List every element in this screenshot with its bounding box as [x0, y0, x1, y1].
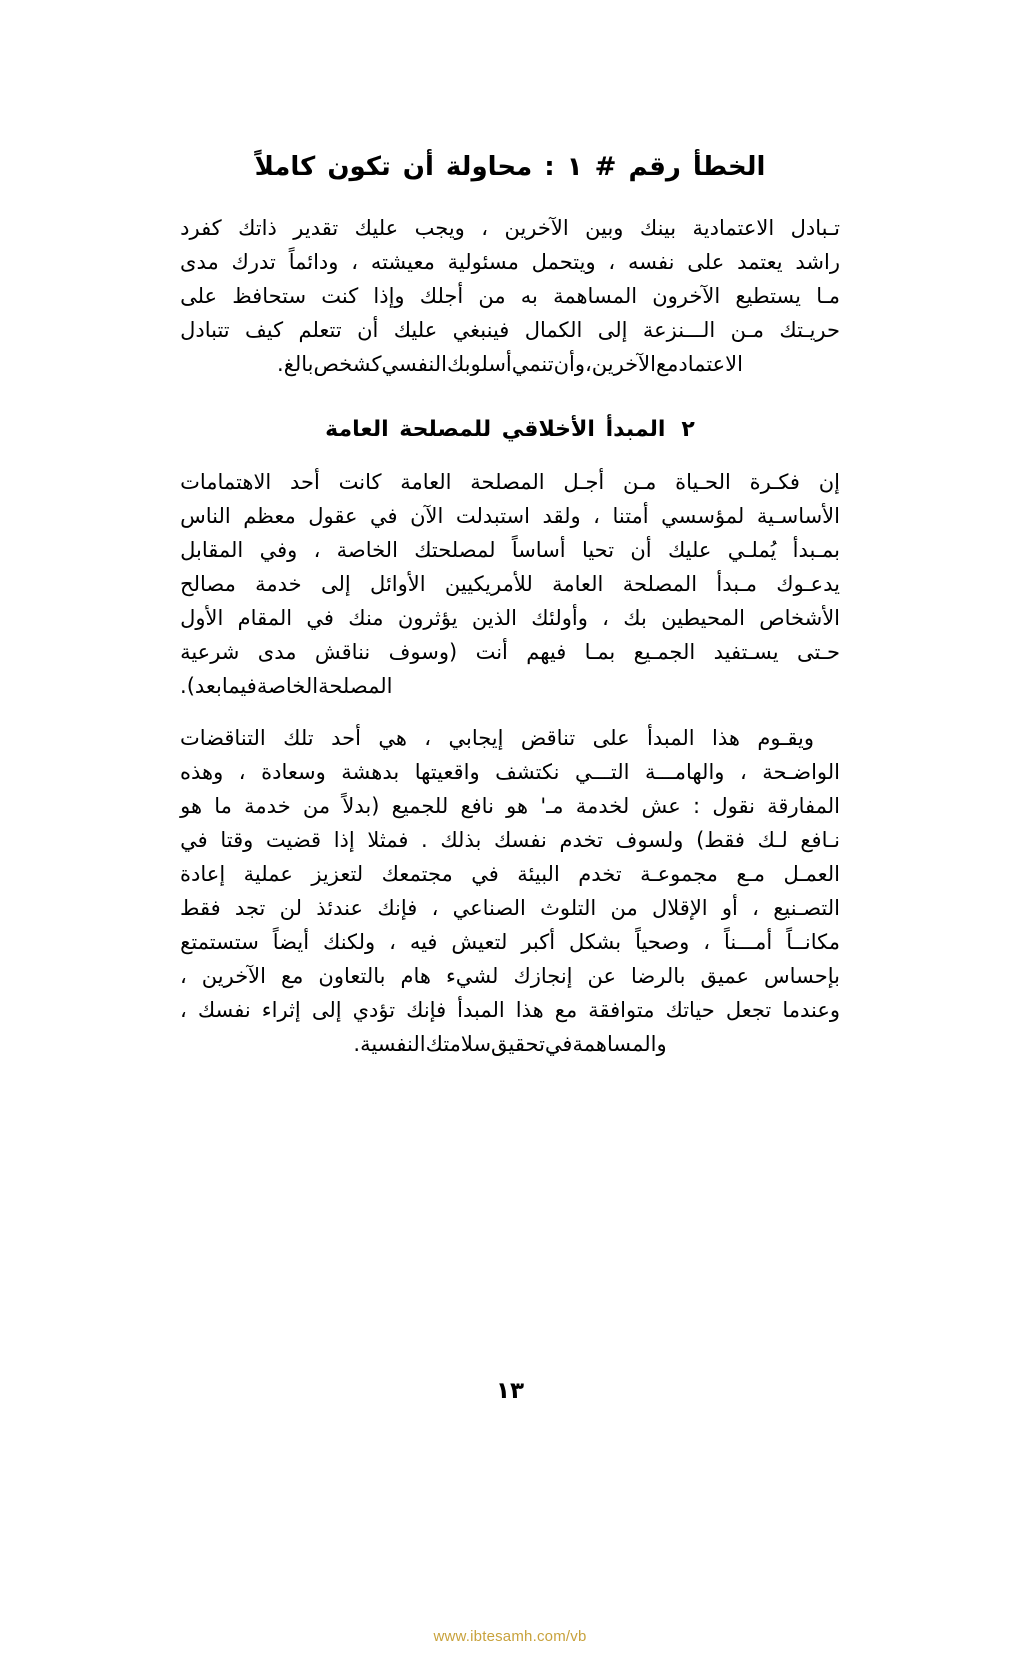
word: يدعـوك	[776, 571, 840, 596]
word: مسئولية	[447, 250, 519, 275]
word: تحيا	[581, 537, 615, 562]
word: البيئة	[517, 862, 560, 887]
word: العامة	[400, 469, 452, 494]
word: ويقـوم	[757, 725, 814, 750]
word: مع	[280, 964, 304, 989]
text-line	[180, 279, 840, 313]
word: بك	[623, 605, 647, 630]
word: لـك	[757, 828, 788, 853]
word: فإنك	[406, 998, 447, 1023]
word: فقط	[180, 896, 221, 921]
word: يؤثرون	[397, 605, 458, 630]
word: مـا	[816, 284, 840, 309]
word: ،	[351, 250, 358, 275]
text-line	[180, 1027, 840, 1061]
text-line	[180, 313, 840, 347]
word: ،	[389, 930, 396, 955]
word: للأمريكيين	[444, 571, 533, 596]
word: هذا	[712, 725, 740, 750]
word: نافع	[460, 794, 494, 818]
word: سلامتك	[425, 1032, 492, 1057]
word: التناقضات	[180, 725, 266, 750]
word: الإقلال	[652, 896, 708, 921]
word: أو	[721, 896, 738, 921]
word: نـافع	[800, 828, 840, 853]
word: بعد)	[186, 673, 222, 698]
word: المصلحة	[470, 469, 545, 494]
page-content	[180, 150, 840, 1079]
word: ،	[431, 896, 439, 921]
word: لتعزيز	[311, 862, 364, 887]
word: خدمة	[255, 571, 302, 596]
word: بالتعاون	[318, 964, 386, 989]
word: النفسية	[360, 1032, 426, 1057]
word: تجعل	[725, 998, 772, 1023]
word: أساساً	[511, 537, 566, 562]
section-one-heading: الخطأ رقم # ١ : محاولة أن تكون كاملاً	[254, 152, 766, 182]
word: لمصلحتك	[414, 537, 496, 562]
word: فمثلا	[367, 828, 409, 853]
text-line	[180, 499, 840, 533]
word: تتعلم	[298, 318, 342, 343]
section-two-paragraph-one	[180, 465, 840, 703]
word: ،	[313, 537, 321, 562]
word: إعادة	[180, 862, 226, 887]
word: المبدأ	[647, 725, 695, 750]
word: المبدأ	[457, 998, 505, 1023]
section-two-heading	[180, 415, 840, 445]
word: للجميع	[391, 794, 449, 818]
word: وبين	[585, 216, 624, 241]
word: هذا	[515, 998, 544, 1023]
word: الخاصة	[256, 673, 319, 698]
word: تدرك	[231, 250, 276, 275]
word: .	[180, 673, 187, 698]
word: على	[180, 284, 218, 309]
word: ،	[481, 216, 489, 241]
word: إذا	[333, 828, 355, 853]
word: استبدلت	[455, 503, 530, 528]
text-line	[180, 669, 840, 703]
word: عليك	[393, 318, 438, 343]
word: خدمة	[244, 794, 291, 818]
word: العمـل	[783, 862, 840, 887]
word: ويتحمل	[531, 250, 596, 275]
word: الصناعي	[452, 896, 526, 921]
section-one-paragraph	[180, 211, 840, 381]
word: ولقد	[542, 503, 581, 528]
word: وإذا	[373, 284, 405, 309]
text-line	[180, 245, 840, 279]
word: حياتك	[665, 998, 715, 1023]
word: أجـل	[563, 469, 605, 494]
word: الاهتمامات	[180, 469, 272, 494]
word: شرعية	[180, 639, 240, 664]
word: الآخرون	[652, 284, 721, 309]
word: راشد	[795, 250, 840, 275]
word: عميق	[700, 964, 750, 989]
text-line	[180, 959, 840, 993]
word: نناقش	[314, 639, 371, 664]
word: يسـتفيد	[713, 639, 779, 664]
word: وأن	[553, 352, 585, 377]
word: الواضـحة	[762, 759, 840, 784]
word: أحد	[290, 469, 320, 494]
watermark-url: www.ibtesamh.com/vb	[433, 1628, 587, 1645]
word: مع	[554, 998, 578, 1023]
word: حريـتك	[779, 318, 840, 343]
word: به	[520, 284, 538, 309]
word: أحد	[331, 725, 361, 750]
word: أيضاً	[272, 930, 310, 955]
word: بدهشة	[341, 759, 400, 784]
text-line	[180, 993, 840, 1027]
word: ،	[238, 759, 246, 784]
word: وقتا	[220, 828, 254, 853]
word: ،	[752, 896, 759, 921]
word: ويجب	[414, 216, 465, 241]
word: المقابل	[180, 537, 244, 562]
word: تنمي	[511, 352, 554, 377]
word: مـن	[623, 469, 657, 494]
word: الحـياة	[675, 469, 731, 494]
text-line	[180, 721, 840, 755]
word: الأساسـية	[756, 503, 840, 528]
word: ،	[739, 759, 747, 784]
word: أن	[630, 537, 652, 562]
word: ما	[214, 794, 232, 818]
word: إثراء	[261, 998, 301, 1023]
word: فيما	[221, 673, 257, 698]
word: مدى	[257, 639, 297, 664]
word: بشكل	[569, 930, 622, 955]
word: المصلحة	[622, 571, 698, 596]
word: وأولئك	[531, 605, 588, 630]
word: ،	[180, 964, 187, 989]
word: فينبغي	[452, 318, 510, 343]
word: على	[687, 250, 725, 275]
word: الخاصة	[336, 537, 398, 562]
word: الآخرين	[201, 964, 266, 989]
word: مـ'	[540, 794, 564, 818]
word: عندئذ	[316, 896, 364, 921]
word: أن	[357, 318, 379, 343]
word: هام	[400, 964, 431, 989]
word: متوافقة	[588, 998, 655, 1023]
word: الآخرين	[591, 352, 656, 377]
word: يُملـي	[727, 537, 777, 562]
word: من	[478, 284, 506, 309]
word: ،	[608, 250, 616, 275]
word: نقول	[712, 794, 755, 818]
word: على	[592, 725, 630, 750]
word: فإنك	[377, 896, 418, 921]
word: الاعتمادية	[692, 216, 775, 241]
word: كنت	[321, 284, 359, 309]
word: الأشخاص	[759, 605, 840, 630]
word: إلى	[320, 571, 351, 596]
section-two-number: ٢	[681, 417, 695, 443]
word: التلوث	[540, 896, 597, 921]
word: ولسوف	[615, 828, 684, 853]
word: في	[544, 1032, 573, 1057]
word: مجموعـة	[640, 862, 718, 887]
word: وهذه	[180, 759, 224, 784]
word: وصحياً	[635, 930, 690, 955]
word: إلى	[597, 318, 628, 343]
word: الآن	[410, 503, 444, 528]
word: كشخص	[313, 352, 382, 377]
word: حـتى	[797, 639, 840, 664]
word: :	[693, 794, 701, 818]
word: لخدمة	[575, 794, 630, 818]
word: منك	[348, 605, 384, 630]
word: كانت	[338, 469, 382, 494]
word: عش	[641, 794, 681, 818]
word: تقدير	[293, 216, 339, 241]
word: في	[180, 828, 208, 853]
word: مع	[655, 352, 679, 377]
page-number: ١٣	[495, 1378, 525, 1404]
word: وعندما	[782, 998, 840, 1023]
word: (وسوف	[388, 639, 458, 664]
word: واقعيتها	[414, 759, 480, 784]
word: تناقض	[520, 725, 576, 750]
word: ،	[602, 605, 609, 630]
word: ،	[703, 930, 711, 955]
text-line	[180, 567, 840, 601]
word: مـبدأ	[716, 571, 757, 596]
text-line	[180, 347, 840, 381]
word: إيجابي	[448, 725, 504, 750]
word: بينك	[639, 216, 677, 241]
word: الأوائل	[370, 571, 426, 596]
word: عقول	[308, 503, 358, 528]
word: الـــنزعة	[642, 318, 716, 343]
text-line	[180, 635, 840, 669]
word: نكتشف	[495, 759, 560, 784]
word: كيف	[245, 318, 284, 343]
word: ستحافظ	[232, 284, 307, 309]
word: هي	[378, 725, 407, 750]
word: من	[302, 794, 331, 818]
word: ودائماً	[288, 250, 339, 275]
word: الآخرين	[504, 216, 569, 241]
word: الجمـيع	[633, 639, 696, 664]
word: الناس	[180, 503, 231, 528]
word: .	[353, 1032, 361, 1057]
word: أمـــناً	[723, 930, 773, 955]
word: هو	[506, 794, 529, 818]
word: لتعيش	[451, 930, 508, 955]
word: عليك	[354, 216, 399, 241]
word: مـع	[736, 862, 765, 887]
word: وفي	[259, 537, 298, 562]
word: أسلوبك	[446, 352, 512, 377]
word: نفسه	[628, 250, 675, 275]
word: ،	[180, 998, 187, 1023]
word: مصالح	[180, 571, 236, 596]
word: فيه	[409, 930, 438, 955]
word: فقط)	[696, 828, 745, 853]
word: تلك	[283, 725, 314, 750]
word: لمؤسسي	[661, 503, 745, 528]
word: من	[610, 896, 638, 921]
word: ولكنك	[323, 930, 376, 955]
word: ،	[584, 352, 592, 377]
word: أكبر	[521, 930, 556, 955]
word: بمـبدأ	[792, 537, 840, 562]
word: تخدم	[578, 862, 622, 887]
word: إن	[818, 469, 840, 494]
word: .	[421, 828, 428, 853]
word: يستطيع	[735, 284, 802, 309]
word: أجلك	[419, 284, 464, 309]
text-line	[180, 823, 840, 857]
text-line	[180, 925, 840, 959]
word: تـبادل	[790, 216, 840, 241]
word: المساهمة	[553, 284, 638, 309]
word: هو	[180, 794, 203, 818]
text-line	[180, 789, 840, 823]
word: المفارقة	[767, 794, 840, 818]
word: إنجازك	[513, 964, 573, 989]
word: لشيء	[445, 964, 499, 989]
word: ذاتك	[238, 216, 277, 241]
text-line	[180, 891, 840, 925]
word: (بدلاً	[342, 794, 380, 818]
word: ستستمتع	[180, 930, 259, 955]
text-line	[180, 465, 840, 499]
word: الأول	[180, 605, 224, 630]
word: بالرضا	[631, 964, 686, 989]
word: مكانــاً	[786, 930, 840, 955]
word: فيهم	[526, 639, 567, 664]
word: نفسك	[493, 828, 547, 853]
word: والمساهمة	[572, 1032, 667, 1057]
word: .	[277, 352, 284, 377]
word: الذين	[471, 605, 517, 630]
word: الكمال	[524, 318, 583, 343]
word: في	[370, 503, 398, 528]
word: كفرد	[180, 216, 222, 241]
word: التصـنيع	[773, 896, 840, 921]
word: بإحساس	[764, 964, 840, 989]
word: المحيطين	[661, 605, 745, 630]
word: ،	[424, 725, 432, 750]
word: يعتمد	[737, 250, 783, 275]
text-line	[180, 533, 840, 567]
word: أمتنا	[612, 503, 649, 528]
word: تحقيق	[491, 1032, 545, 1057]
text-line	[180, 857, 840, 891]
section-two-paragraph-two	[180, 721, 840, 1061]
word: النفسي	[381, 352, 447, 377]
word: إلى	[311, 998, 342, 1023]
word: تتبادل	[180, 318, 230, 343]
word: عن	[587, 964, 617, 989]
word: المقام	[237, 605, 293, 630]
word: معظم	[243, 503, 296, 528]
word: معيشته	[370, 250, 435, 275]
word: بمـا	[584, 639, 616, 664]
word: العامة	[552, 571, 604, 596]
text-line	[180, 601, 840, 635]
word: مجتمعك	[381, 862, 453, 887]
word: المصلحة	[318, 673, 393, 698]
word: والهامـــة	[645, 759, 725, 784]
word: تجد	[234, 896, 266, 921]
word: وسعادة	[261, 759, 326, 784]
word: في	[306, 605, 334, 630]
word: نفسك	[197, 998, 251, 1023]
word: أنت	[475, 639, 508, 664]
text-line	[180, 755, 840, 789]
word: مدى	[180, 250, 219, 275]
word: التـــي	[574, 759, 630, 784]
word: قضيت	[265, 828, 322, 853]
text-line	[180, 211, 840, 245]
word: الاعتماد	[678, 352, 743, 377]
word: عليك	[667, 537, 712, 562]
word: تخدم	[559, 828, 603, 853]
word: عملية	[243, 862, 293, 887]
word: ،	[593, 503, 600, 528]
word: بذلك	[440, 828, 482, 853]
word: بالغ	[283, 352, 314, 377]
word: لن	[279, 896, 303, 921]
section-two-heading-text: المبدأ الأخلاقي للمصلحة العامة	[325, 417, 666, 443]
word: تؤدي	[352, 998, 396, 1023]
word: في	[471, 862, 499, 887]
word: مـن	[730, 318, 765, 343]
word: فكـرة	[749, 469, 800, 494]
